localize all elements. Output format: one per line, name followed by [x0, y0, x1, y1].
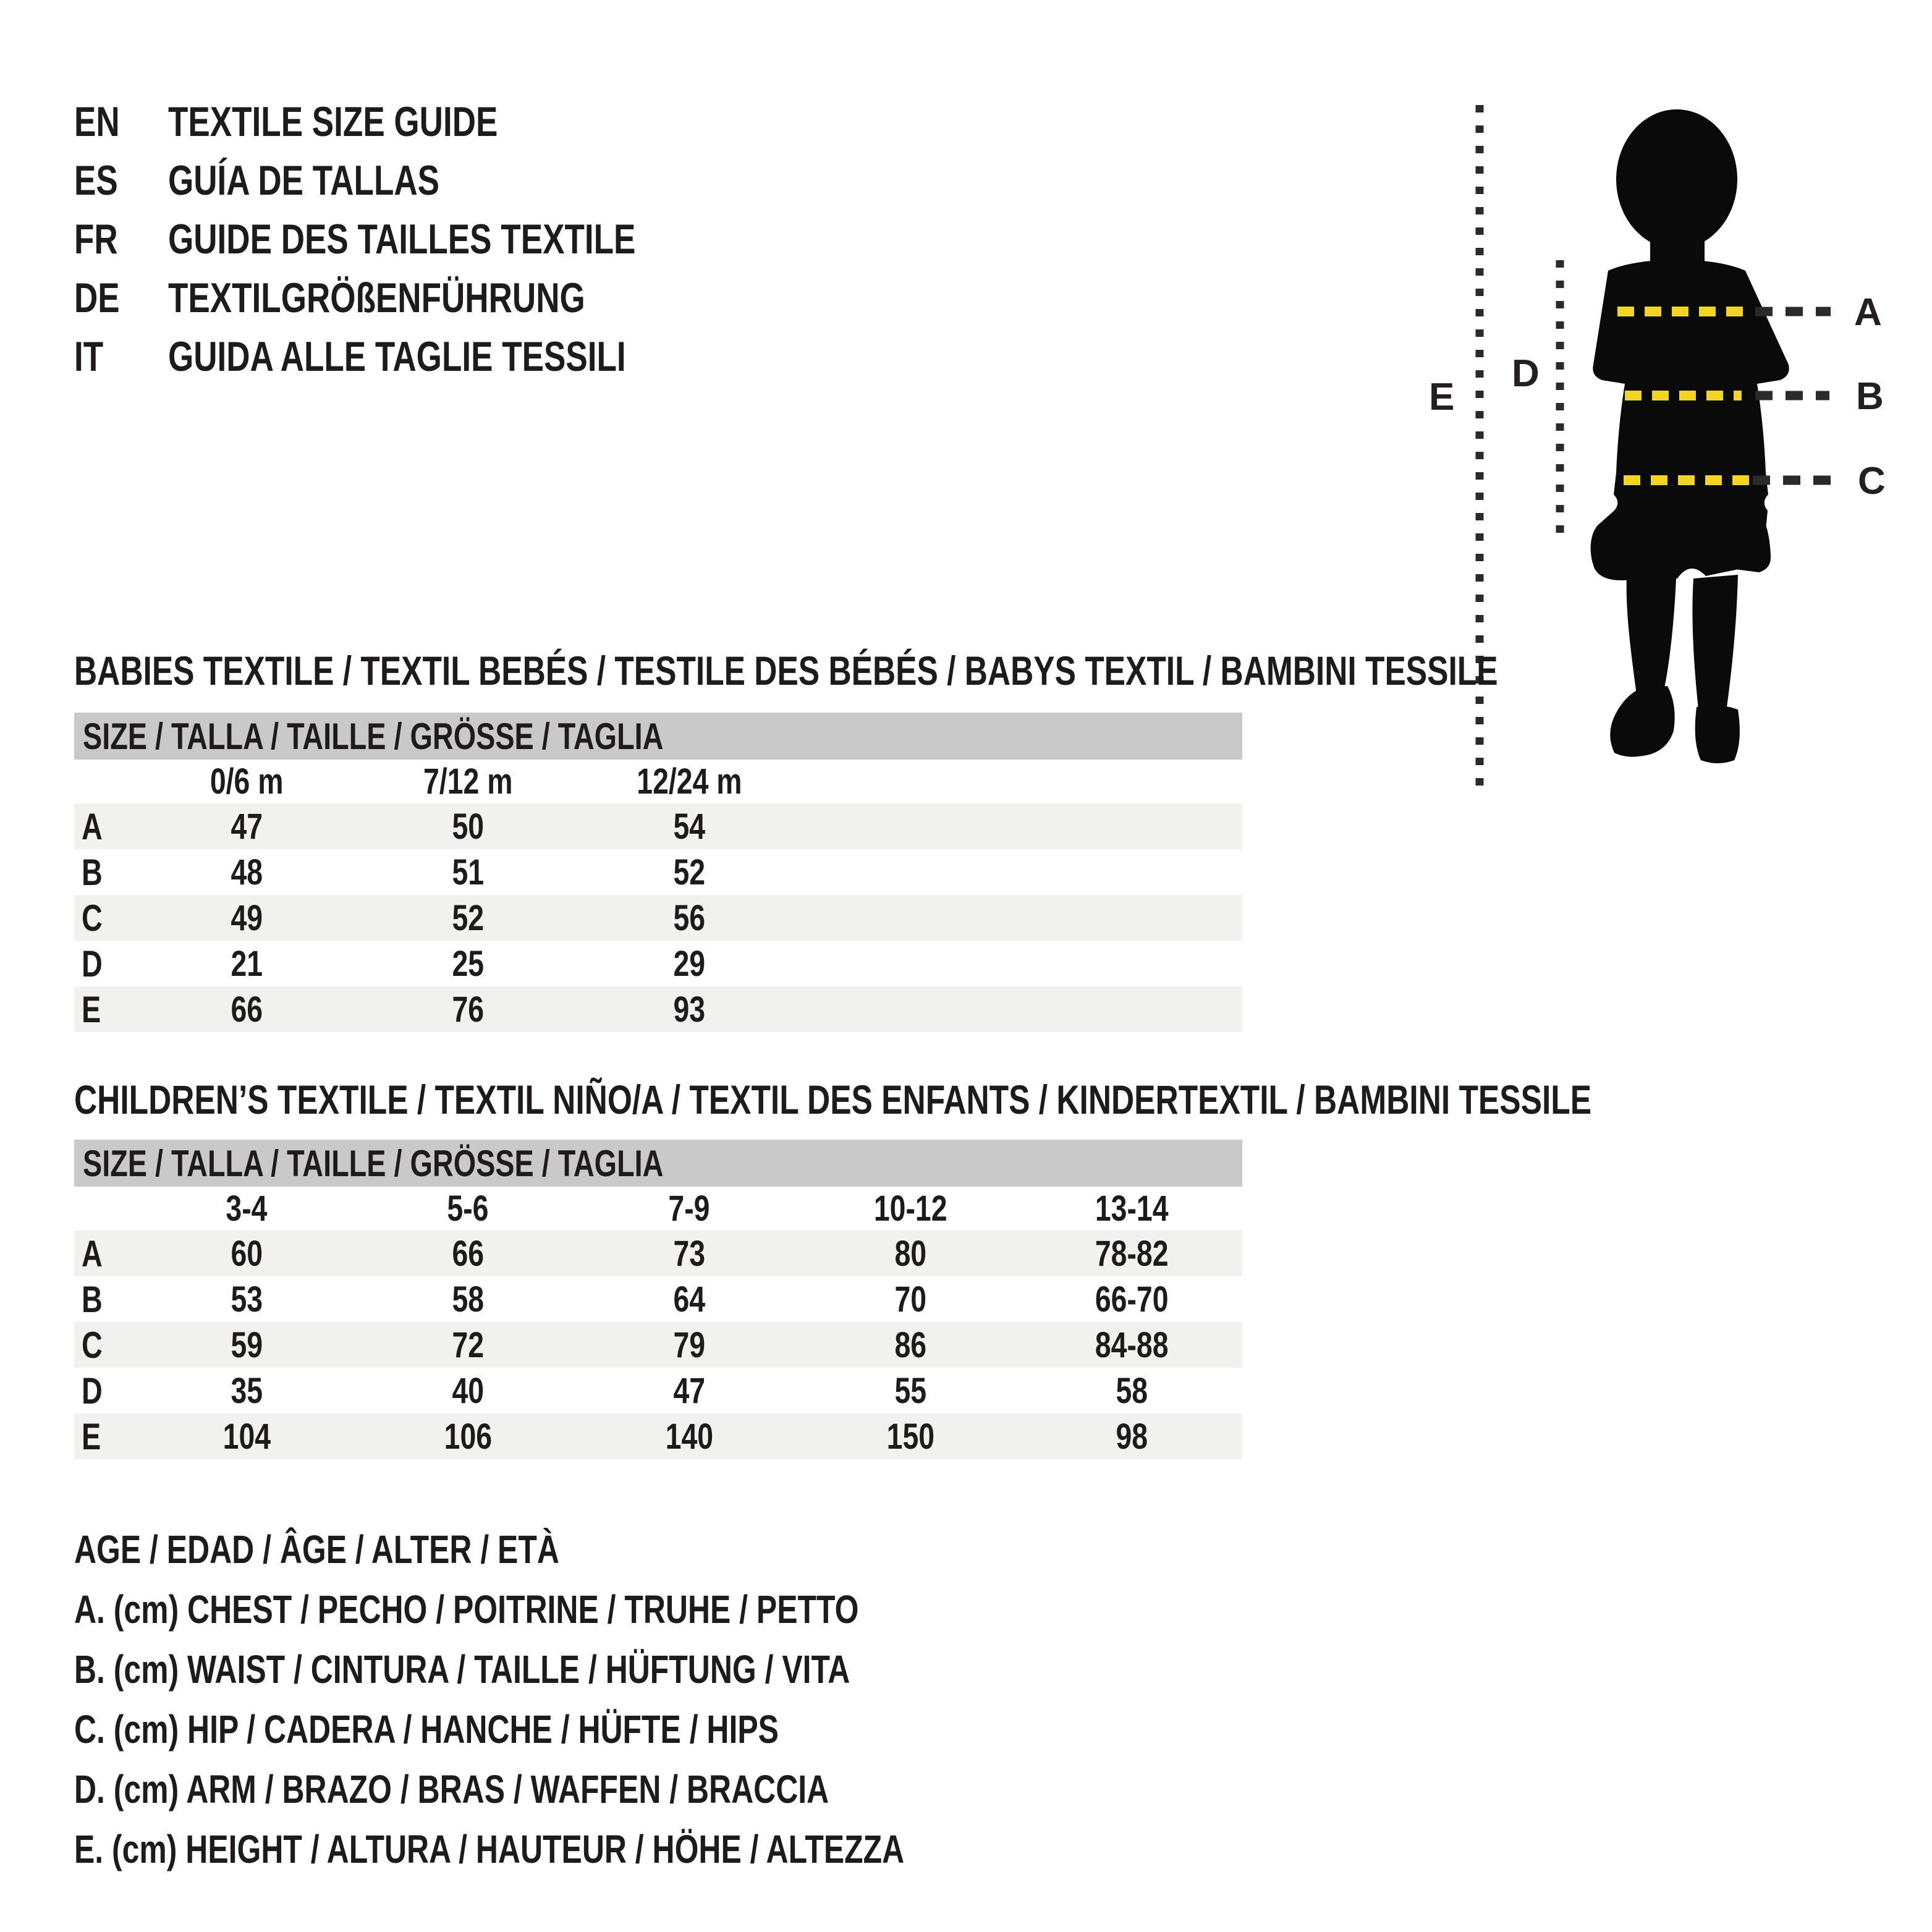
legend-line-text: B. (cm) WAIST / CINTURA / TAILLE / HÜFTUNG / VITA [74, 1646, 850, 1692]
column-header-text: 12/24 m [636, 761, 742, 802]
language-title [168, 333, 768, 381]
children-section-title-text: CHILDREN’S TEXTILE / TEXTIL NIÑO/A / TEXTIL DES ENFANTS / KINDERTEXTIL / BAMBINI TESSILE [74, 1077, 1592, 1122]
table-cell-empty [1021, 986, 1242, 1032]
column-header [1021, 1187, 1242, 1231]
table-cell-text: 106 [444, 1416, 492, 1457]
table-cell-text: 35 [231, 1370, 263, 1411]
table-cell [357, 1413, 578, 1459]
table-cell-text: 78-82 [1095, 1233, 1169, 1274]
legend-line-text: A. (cm) CHEST / PECHO / POITRINE / TRUHE / PETTO [74, 1587, 859, 1632]
row-label [74, 1322, 136, 1368]
babies-size-header-bar [74, 713, 1242, 760]
silhouette-left-shoe [1610, 686, 1674, 757]
table-cell-text: 66-70 [1095, 1279, 1169, 1320]
table-cell-empty [800, 803, 1021, 849]
diagram-label-e: E [1429, 376, 1455, 418]
table-cell-text: 40 [452, 1370, 484, 1411]
column-header-text: 0/6 m [210, 761, 284, 802]
language-code-text: IT [74, 333, 104, 380]
children-column-header-row [74, 1187, 1242, 1231]
row-label [74, 1276, 136, 1322]
column-header-empty [800, 760, 1021, 803]
table-cell-text: 72 [452, 1324, 484, 1365]
table-cell-text: 47 [231, 806, 263, 847]
table-cell [136, 1368, 357, 1413]
row-label-text: E [82, 1415, 101, 1457]
column-header [357, 1187, 578, 1231]
language-row-de [74, 268, 768, 327]
table-cell-text: 70 [894, 1279, 926, 1320]
table-cell [578, 803, 800, 849]
column-header-text: 10-12 [873, 1188, 947, 1229]
row-label-text: A [82, 1232, 103, 1274]
language-row-it [74, 327, 768, 386]
table-cell [136, 803, 357, 849]
row-label [74, 1368, 136, 1413]
column-header-text: 7/12 m [423, 761, 513, 802]
table-cell [800, 1413, 1021, 1459]
table-cell [578, 849, 800, 895]
table-cell [357, 1276, 578, 1322]
table-cell-text: 55 [894, 1370, 926, 1411]
table-cell [136, 1231, 357, 1276]
table-cell [1021, 1368, 1242, 1413]
table-cell-text: 64 [673, 1279, 705, 1320]
table-cell [357, 1231, 578, 1276]
language-title-text: TEXTILE SIZE GUIDE [168, 98, 498, 145]
table-cell [800, 1231, 1021, 1276]
silhouette-head [1616, 109, 1737, 249]
row-label [74, 849, 136, 895]
table-cell-text: 76 [452, 989, 484, 1030]
language-row-en [74, 92, 768, 151]
language-code [74, 98, 168, 146]
row-label-text: D [82, 1370, 103, 1412]
legend-line-text: AGE / EDAD / ÂGE / ALTER / ETÀ [74, 1527, 559, 1572]
table-cell-text: 150 [886, 1416, 934, 1457]
table-cell-text: 29 [673, 943, 705, 984]
table-row-d [74, 941, 1242, 986]
table-cell-text: 52 [673, 852, 705, 892]
table-cell [1021, 1231, 1242, 1276]
table-cell-empty [1021, 849, 1242, 895]
row-label-text: C [82, 1324, 103, 1366]
measurement-legend [74, 1519, 1138, 1879]
table-cell [136, 849, 357, 895]
children-section-title [74, 1079, 1932, 1120]
table-cell-text: 140 [665, 1416, 713, 1457]
table-cell-text: 104 [222, 1416, 271, 1457]
diagram-label-c: C [1858, 460, 1886, 502]
table-cell [1021, 1276, 1242, 1322]
table-cell-text: 52 [452, 897, 484, 938]
language-code-text: DE [74, 274, 120, 321]
table-cell-empty [800, 941, 1021, 986]
language-title-text: GUIDA ALLE TAGLIE TESSILI [168, 333, 626, 380]
column-header-text: 7-9 [668, 1188, 710, 1229]
column-header-text: 5-6 [447, 1188, 489, 1229]
table-row-b [74, 1276, 1242, 1322]
table-cell [136, 1322, 357, 1368]
language-title-text: GUÍA DE TALLAS [168, 156, 440, 204]
children-size-header-bar [74, 1140, 1242, 1187]
table-cell [800, 1322, 1021, 1368]
table-cell-text: 86 [894, 1324, 926, 1365]
diagram-label-d: D [1512, 352, 1540, 395]
language-title [168, 215, 768, 263]
table-cell-text: 54 [673, 806, 705, 847]
table-cell [357, 849, 578, 895]
column-header-spacer [74, 1187, 136, 1231]
table-cell [1021, 1413, 1242, 1459]
language-title-list [74, 92, 768, 386]
table-cell [357, 803, 578, 849]
language-title [168, 98, 768, 146]
babies-section-title-text: BABIES TEXTILE / TEXTIL BEBÉS / TESTILE DES BÉBÉS / BABYS TEXTIL / BAMBINI TESSILE [74, 648, 1498, 693]
size-header-text: SIZE / TALLA / TAILLE / GRÖSSE / TAGLIA [83, 1142, 664, 1184]
table-cell-text: 58 [1116, 1370, 1148, 1411]
legend-line-text: D. (cm) ARM / BRAZO / BRAS / WAFFEN / BRACCIA [74, 1766, 829, 1811]
language-row-fr [74, 210, 768, 268]
table-cell [578, 1276, 800, 1322]
language-code-text: FR [74, 215, 118, 263]
legend-line-age [74, 1519, 1138, 1579]
row-label [74, 941, 136, 986]
language-code [74, 156, 168, 205]
column-header-text: 13-14 [1095, 1188, 1169, 1229]
row-label [74, 1413, 136, 1459]
table-row-c [74, 1322, 1242, 1368]
language-code-text: EN [74, 98, 120, 145]
legend-line-waist [74, 1639, 1138, 1699]
table-cell-text: 66 [452, 1233, 484, 1274]
table-row-e [74, 986, 1242, 1032]
legend-line-text: C. (cm) HIP / CADERA / HANCHE / HÜFTE / HIPS [74, 1706, 779, 1752]
table-cell-text: 59 [231, 1324, 263, 1365]
table-cell [578, 1413, 800, 1459]
table-cell [357, 986, 578, 1032]
table-cell-empty [800, 849, 1021, 895]
table-cell [136, 941, 357, 986]
diagram-label-a: A [1854, 291, 1882, 334]
row-label [74, 1231, 136, 1276]
column-header [136, 1187, 357, 1231]
babies-section-title [74, 650, 1899, 691]
legend-line-chest [74, 1579, 1138, 1639]
table-cell [578, 1322, 800, 1368]
table-cell-text: 51 [452, 852, 484, 892]
column-header-text: 3-4 [226, 1188, 268, 1229]
table-row-d [74, 1368, 1242, 1413]
row-label [74, 803, 136, 849]
legend-line-height [74, 1819, 1138, 1879]
row-label-text: A [82, 805, 103, 847]
column-header-empty [1021, 760, 1242, 803]
row-label [74, 986, 136, 1032]
table-cell [357, 895, 578, 941]
table-cell-text: 53 [231, 1279, 263, 1320]
table-cell-empty [1021, 803, 1242, 849]
table-cell-text: 60 [231, 1233, 263, 1274]
row-label-text: C [82, 897, 103, 939]
table-cell-empty [1021, 895, 1242, 941]
table-row-a [74, 1231, 1242, 1276]
table-row-e [74, 1413, 1242, 1459]
column-header-spacer [74, 760, 136, 803]
table-cell [578, 941, 800, 986]
silhouette-right-shoe [1695, 705, 1740, 763]
legend-line-arm [74, 1759, 1138, 1819]
column-header [578, 1187, 800, 1231]
table-cell-text: 47 [673, 1370, 705, 1411]
table-cell [578, 986, 800, 1032]
table-row-b [74, 849, 1242, 895]
language-title [168, 274, 768, 322]
table-cell [357, 941, 578, 986]
table-cell-text: 73 [673, 1233, 705, 1274]
row-label-text: B [82, 1278, 103, 1320]
table-cell [136, 895, 357, 941]
table-cell-text: 25 [452, 943, 484, 984]
table-cell [800, 1276, 1021, 1322]
table-row-c [74, 895, 1242, 941]
table-cell [136, 1413, 357, 1459]
child-measurement-diagram [1360, 74, 1932, 834]
table-cell-text: 84-88 [1095, 1324, 1169, 1365]
language-code [74, 333, 168, 381]
table-cell-text: 79 [673, 1324, 705, 1365]
row-label-text: E [82, 988, 101, 1030]
table-cell-empty [800, 986, 1021, 1032]
table-cell-text: 56 [673, 897, 705, 938]
column-header [136, 760, 357, 803]
table-cell-text: 50 [452, 806, 484, 847]
column-header [578, 760, 800, 803]
row-label-text: D [82, 943, 103, 985]
language-row-es [74, 151, 768, 210]
table-cell-text: 49 [231, 897, 263, 938]
table-cell-text: 58 [452, 1279, 484, 1320]
table-cell [578, 895, 800, 941]
legend-line-hip [74, 1699, 1138, 1759]
table-cell [136, 1276, 357, 1322]
language-title-text: GUIDE DES TAILLES TEXTILE [168, 215, 636, 263]
babies-size-table [74, 713, 1242, 1032]
table-cell [800, 1368, 1021, 1413]
language-code [74, 274, 168, 322]
table-cell [357, 1368, 578, 1413]
table-cell-text: 21 [231, 943, 263, 984]
table-row-a [74, 803, 1242, 849]
children-size-table [74, 1140, 1242, 1459]
table-cell-text: 66 [231, 989, 263, 1030]
table-cell-empty [1021, 941, 1242, 986]
language-title-text: TEXTILGRÖßENFÜHRUNG [168, 274, 585, 321]
row-label [74, 895, 136, 941]
table-cell-text: 80 [894, 1233, 926, 1274]
language-code [74, 215, 168, 263]
column-header [800, 1187, 1021, 1231]
column-header [357, 760, 578, 803]
table-cell-text: 98 [1116, 1416, 1148, 1457]
table-cell [578, 1368, 800, 1413]
language-code-text: ES [74, 156, 118, 204]
table-cell-empty [800, 895, 1021, 941]
table-cell [578, 1231, 800, 1276]
legend-line-text: E. (cm) HEIGHT / ALTURA / HAUTEUR / HÖHE / ALTEZZA [74, 1826, 905, 1871]
table-cell-text: 93 [673, 989, 705, 1030]
table-cell [136, 986, 357, 1032]
diagram-label-b: B [1856, 375, 1884, 418]
language-title [168, 156, 768, 205]
size-header-text: SIZE / TALLA / TAILLE / GRÖSSE / TAGLIA [83, 715, 664, 757]
table-cell [357, 1322, 578, 1368]
table-cell-text: 48 [231, 852, 263, 892]
row-label-text: B [82, 851, 103, 893]
table-cell [1021, 1322, 1242, 1368]
babies-column-header-row [74, 760, 1242, 803]
